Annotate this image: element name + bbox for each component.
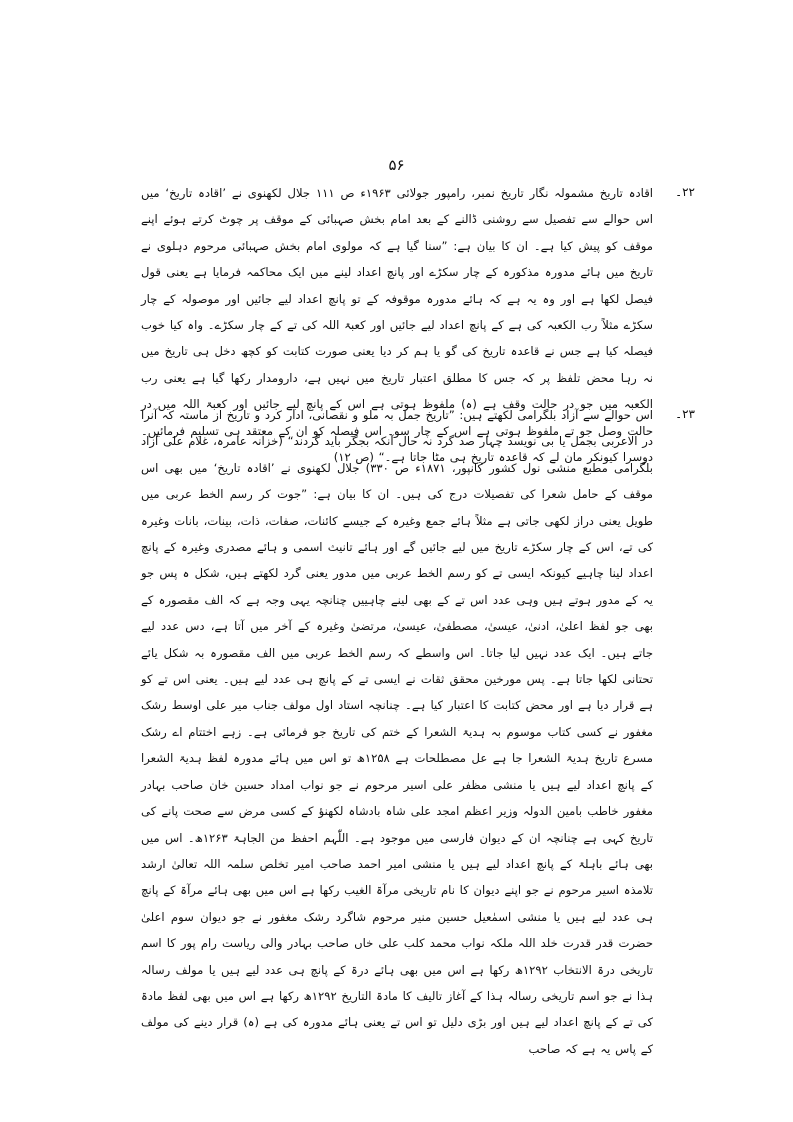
page-number: ۵۶ <box>388 156 405 174</box>
paragraph-text: اقادہ تاریخ مشمولہ نگار تاریخ نمبر، رامپور جولائی ۱۹۶۳ء ص ۱۱۱ جلال لکھنوی نے ’اقادہ تاریخ‘ میں اس حوالے سے تفصیل سے روشنی ڈالنے کے بعد امام بخش صہبائی کے موقف پر چوٹ کرتے ہوئے اپنے موقف کو پیش کیا ہے۔ ان کا بیان ہے: ”سنا گیا ہے کہ مولوی امام بخش صہبائی مرحوم دہلوی نے تاریخ میں ہائے مدورہ مذکورہ کے چار سکڑے اور پانچ اعداد لینے میں ایک محاکمہ فرمایا ہے یعنی قول فیصل لکھا ہے اور وہ یہ ہے کہ ہائے مدورہ موقوفہ کے تو پانچ اعداد لیے جائیں اور موصولہ کے چار سکڑے مثلاً رب الکعبہ کی ہے کے پانچ اعداد لیے جائیں اور کعبۃ اللہ کی تے کے چار سکڑے۔ واہ کیا خوب فیصلہ کیا ہے جس نے قاعدہ تاریخ کی گو یا ہم کر دیا یعنی صورت کتابت کو کچھ دخل ہی تاریخ میں نہ رہا محض تلفظ پر کہ جس کا مطلق اعتبار تاریخ میں نہیں ہے، دارومدار رکھا گیا ہے یعنی رب الکعبہ میں جو در حالت وقف ہے (ہ) ملفوظ ہوتی ہے اس کے پانچ لیے جائیں اور کعبۃ اللہ میں در حالت وصل جو تے ملفوظ ہوتی ہے اس کے چار سو۔ اس فیصلہ کو ان کے معتقد ہی تسلیم فرمائیں۔ دوسرا کیونکر مان لے کہ قاعدہ تاریخ ہی مٹا جاتا ہے۔“ (ص ۱۲) <box>141 186 653 465</box>
paragraph-number: ۲۳۔ <box>675 407 695 421</box>
paragraph-number: ۲۲۔ <box>675 185 695 199</box>
paragraph-text: اس حوالے سے آزاد بلگرامی لکھتے ہیں: ”تاریخ جمل بہ ملو و نقصانی، ادار کرد و تاریخ از ماستہ کہ آنرا در الاعربی بجمل یا بی نویسد چہار صد گرد نہ حال آنکہ بجگر باید گردند“ (خزانہ عامرہ، غلام علی آزاد بلگرامی مطبع منشی نول کشور کانپور، ۱۸۷۱ء ص ۳۳۰) جلال لکھنوی نے ’اقادہ تاریخ‘ میں بھی اس موقف کے حامل شعرا کی تفصیلات درج کی ہیں۔ ان کا بیان ہے: ”جوت کر رسم الخط عربی میں طویل یعنی دراز لکھی جاتی ہے مثلاً ہائے جمع وغیرہ کے جیسے کائنات، صفات، ذات، بینات، بانات وغیرہ کی تے، اس کے چار سکڑے تاریخ میں لیے جائیں گے اور ہائے تانیث اسمی و ہائے مصدری وغیرہ کے پانچ اعداد لینا چاہیے کیونکہ ایسی تے کو رسم الخط عربی میں مدور یعنی گرد لکھتے ہیں، شکل ہ پس جو یہ کے مدور ہوتے ہیں وہی عدد اس تے کے بھی لینے چاہییں چنانچہ یہی وجہ ہے کہ الف مقصورہ کے بھی جو لفظ اعلیٰ، ادنیٰ، عیسیٰ، مصطفیٰ، عیسیٰ، مرتضیٰ وغیرہ کے آخر میں آتا ہے، دس عدد لیے جاتے ہیں۔ ایک عدد نہیں لیا جاتا۔ اس واسطے کہ رسم الخط عربی میں الف مقصورہ بہ شکل یائے تحتانی لکھا جاتا ہے۔ پس مورخین محقق ثقات نے ایسی تے کے پانچ ہی عدد لیے ہیں۔ یعنی اس تے کو ہے قرار دیا ہے اور محض کتابت کا اعتبار کیا ہے۔ چنانچہ استاد اول مولف جناب میر علی اوسط رشک مغفور نے کسی کتاب موسوم بہ ہدیۃ الشعرا کے ختم کی تاریخ جو فرمائی ہے۔ زہے اختتام اے رشک مسرع تاریخ ہدیۃ الشعرا جا ہے عل مصطلحات ہے ۱۲۵۸ھ تو اس میں ہائے مدورہ لفظ ہدیۃ الشعرا کے پانچ اعداد لیے ہیں یا منشی مظفر علی اسیر مرحوم نے جو نواب امداد حسین خان صاحب بہادر مغفور خاطب بامین الدولہ وزیر اعظم امجد علی شاہ بادشاہ لکھنؤ کے کسی مرض سے صحت پانے کی تاریخ کہی ہے چنانچہ ان کے دیوان فارسی میں موجود ہے۔ اللّٰہم احفظ من الجاہۃ ۱۲۶۳ھ۔ اس میں بھی ہائے باہلۃ کے پانچ اعداد لیے ہیں یا منشی امیر احمد صاحب امیر تخلص سلمہ اللہ تعالیٰ ارشد تلامذہ اسیر مرحوم نے جو اپنے دیوان کا نام تاریخی مرآۃ الغیب رکھا ہے اس میں بھی ہائے مرآۃ کے پانچ ہی عدد لیے ہیں یا منشی اسمٰعیل حسین منیر مرحوم شاگرد رشک مغفور نے جو دیوان سوم اعلیٰ حضرت قدر قدرت خلد اللہ ملکہ نواب محمد کلب علی خاں صاحب بہادر والی ریاست رام پور کا اسم تاریخی درۃ الانتخاب ۱۲۹۲ھ رکھا ہے اس میں بھی ہائے درۃ کے پانچ ہی عدد لیے ہیں یا مولف رسالہ ہذا نے جو اسم تاریخی رسالہ ہذا کے آغاز تالیف کا مادۃ التاریخ ۱۲۹۲ھ رکھا ہے اس میں بھی لفظ مادۃ کی تے کے پانچ اعداد لیے ہیں اور بڑی دلیل تو اس تے یعنی ہائے مدورہ کی ہے (ہ) قرار دینے کی مولف کے پاس یہ ہے کہ صاحب <box>141 408 653 1056</box>
